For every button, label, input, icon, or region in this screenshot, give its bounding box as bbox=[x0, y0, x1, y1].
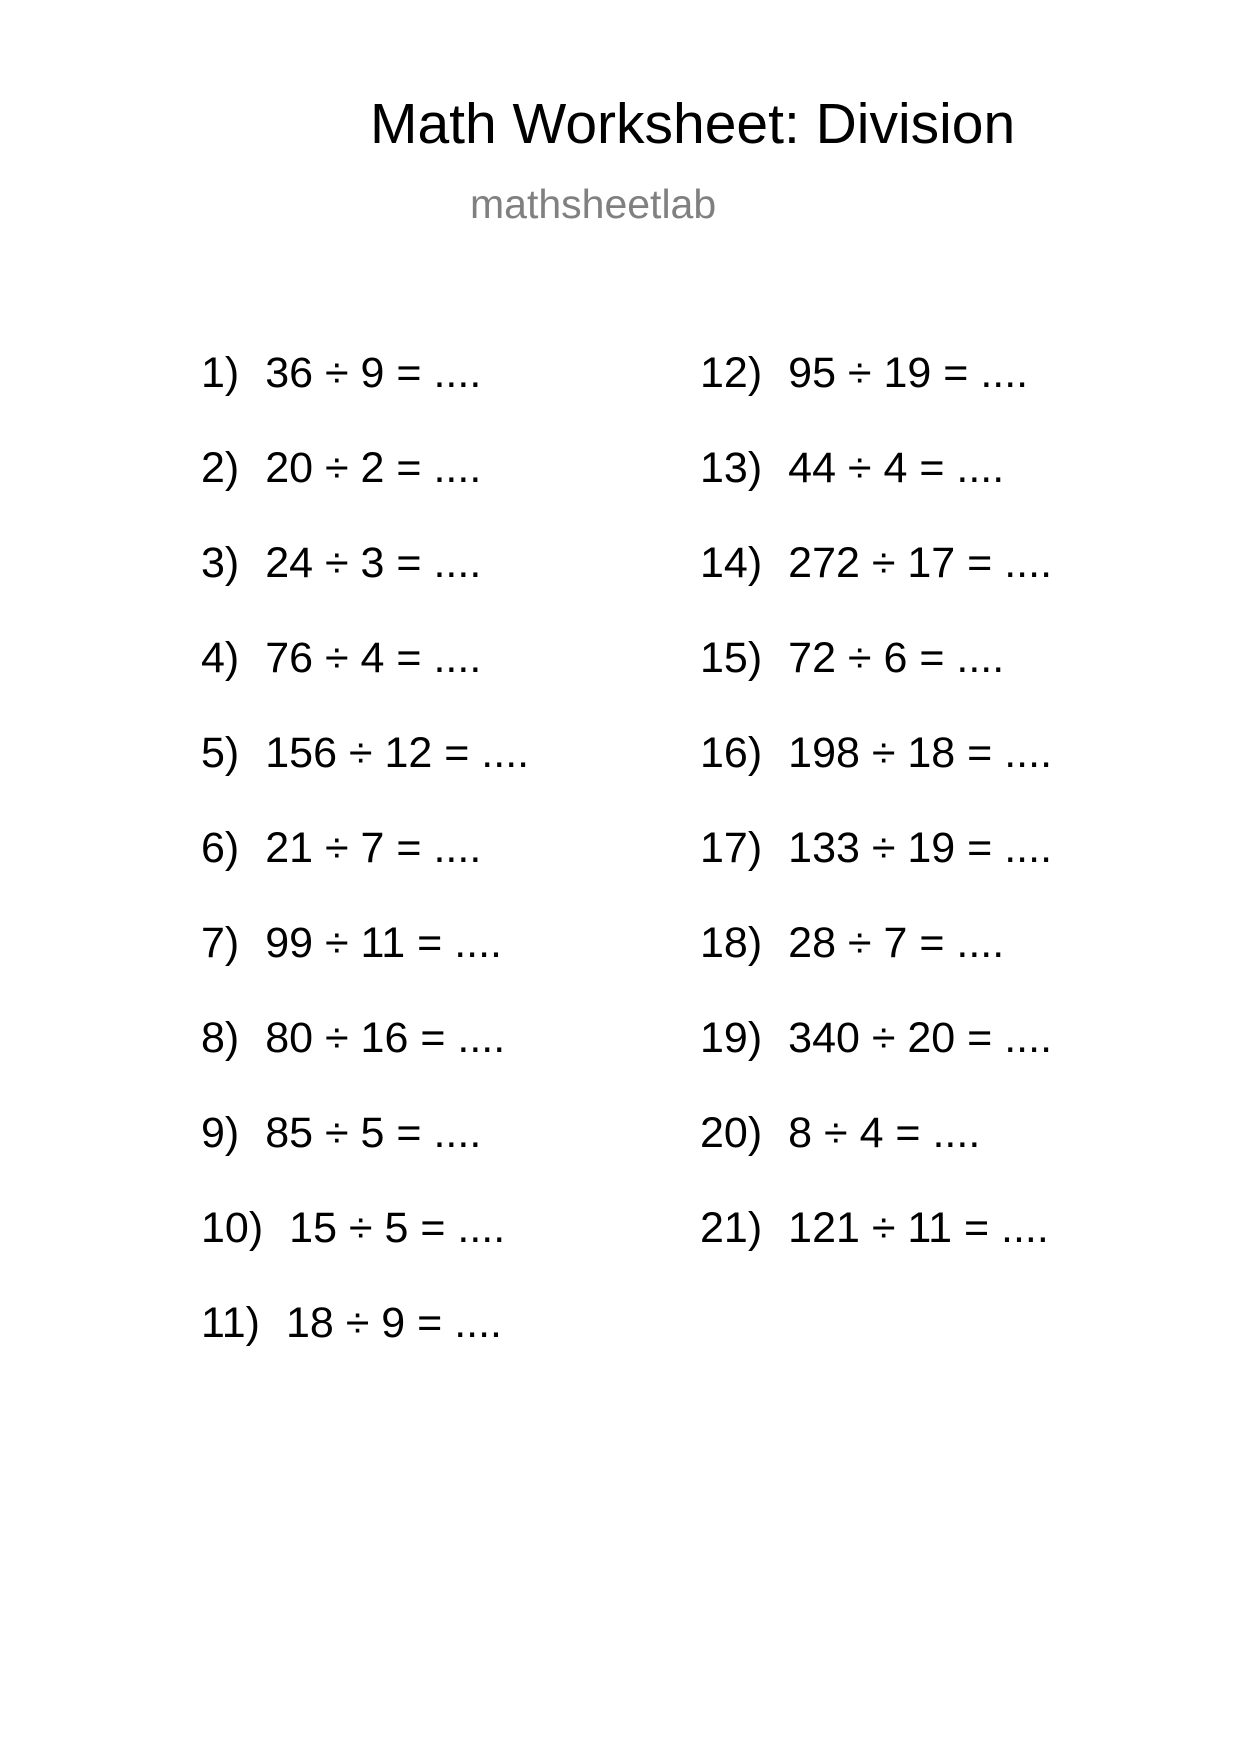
problem-number: 19) bbox=[700, 1014, 763, 1062]
problem-column-right bbox=[700, 349, 1053, 1302]
problem-item bbox=[201, 634, 529, 732]
problem-item bbox=[201, 1299, 529, 1397]
problem-number: 13) bbox=[700, 444, 763, 492]
problem-item bbox=[201, 539, 529, 637]
problem-number: 10) bbox=[201, 1204, 264, 1252]
problem-number: 8) bbox=[201, 1014, 240, 1062]
problem-item bbox=[700, 1204, 1052, 1302]
problem-item bbox=[201, 729, 530, 827]
problem-expression: 95 ÷ 19 = .... bbox=[788, 349, 1029, 397]
problem-item bbox=[201, 1109, 529, 1207]
problem-expression: 99 ÷ 11 = .... bbox=[265, 919, 502, 967]
problem-number: 14) bbox=[700, 539, 763, 587]
problem-number: 4) bbox=[201, 634, 240, 682]
problem-item bbox=[700, 1014, 1053, 1112]
problem-expression: 18 ÷ 9 = .... bbox=[285, 1299, 502, 1347]
problem-item bbox=[201, 1204, 529, 1302]
problem-number: 21) bbox=[700, 1204, 763, 1252]
problem-number: 11) bbox=[201, 1299, 260, 1347]
problem-number: 1) bbox=[201, 349, 240, 397]
problem-number: 3) bbox=[201, 539, 240, 587]
problem-number: 6) bbox=[201, 824, 240, 872]
problem-item bbox=[700, 539, 1053, 637]
problem-expression: 44 ÷ 4 = .... bbox=[788, 444, 1005, 492]
problem-expression: 21 ÷ 7 = .... bbox=[265, 824, 482, 872]
problem-expression: 28 ÷ 7 = .... bbox=[788, 919, 1005, 967]
problem-item bbox=[201, 824, 529, 922]
problem-expression: 24 ÷ 3 = .... bbox=[265, 539, 482, 587]
problem-number: 2) bbox=[201, 444, 240, 492]
problem-item bbox=[201, 1014, 529, 1112]
problem-expression: 121 ÷ 11 = .... bbox=[788, 1204, 1049, 1252]
problem-expression: 36 ÷ 9 = .... bbox=[265, 349, 482, 397]
problem-item bbox=[700, 729, 1053, 827]
problem-number: 18) bbox=[700, 919, 763, 967]
problem-number: 20) bbox=[700, 1109, 763, 1157]
problem-item bbox=[201, 349, 529, 447]
problem-number: 7) bbox=[201, 919, 240, 967]
problem-item bbox=[201, 444, 529, 542]
problem-expression: 272 ÷ 17 = .... bbox=[788, 539, 1053, 587]
problem-number: 16) bbox=[700, 729, 763, 777]
problem-expression: 340 ÷ 20 = .... bbox=[788, 1014, 1053, 1062]
problem-expression: 198 ÷ 18 = .... bbox=[788, 729, 1053, 777]
problem-column-left bbox=[201, 349, 530, 1397]
problem-item bbox=[201, 919, 529, 1017]
problem-expression: 80 ÷ 16 = .... bbox=[265, 1014, 506, 1062]
problem-number: 17) bbox=[700, 824, 763, 872]
page-subtitle: mathsheetlab bbox=[470, 181, 717, 227]
problem-number: 12) bbox=[700, 349, 763, 397]
problem-number: 9) bbox=[201, 1109, 240, 1157]
problem-number: 5) bbox=[201, 729, 240, 777]
problem-item bbox=[700, 444, 1052, 542]
problem-item bbox=[700, 824, 1053, 922]
problem-expression: 76 ÷ 4 = .... bbox=[265, 634, 482, 682]
problem-item bbox=[700, 634, 1052, 732]
problem-item bbox=[700, 1109, 1052, 1207]
problem-expression: 85 ÷ 5 = .... bbox=[265, 1109, 482, 1157]
problem-expression: 20 ÷ 2 = .... bbox=[265, 444, 482, 492]
problem-expression: 72 ÷ 6 = .... bbox=[788, 634, 1005, 682]
problem-expression: 156 ÷ 12 = .... bbox=[265, 729, 530, 777]
problem-expression: 133 ÷ 19 = .... bbox=[788, 824, 1053, 872]
problem-item bbox=[700, 349, 1052, 447]
problem-number: 15) bbox=[700, 634, 763, 682]
problem-expression: 8 ÷ 4 = .... bbox=[788, 1109, 981, 1157]
page-title: Math Worksheet: Division bbox=[370, 92, 1016, 156]
problem-item bbox=[700, 919, 1052, 1017]
problem-expression: 15 ÷ 5 = .... bbox=[289, 1204, 506, 1252]
